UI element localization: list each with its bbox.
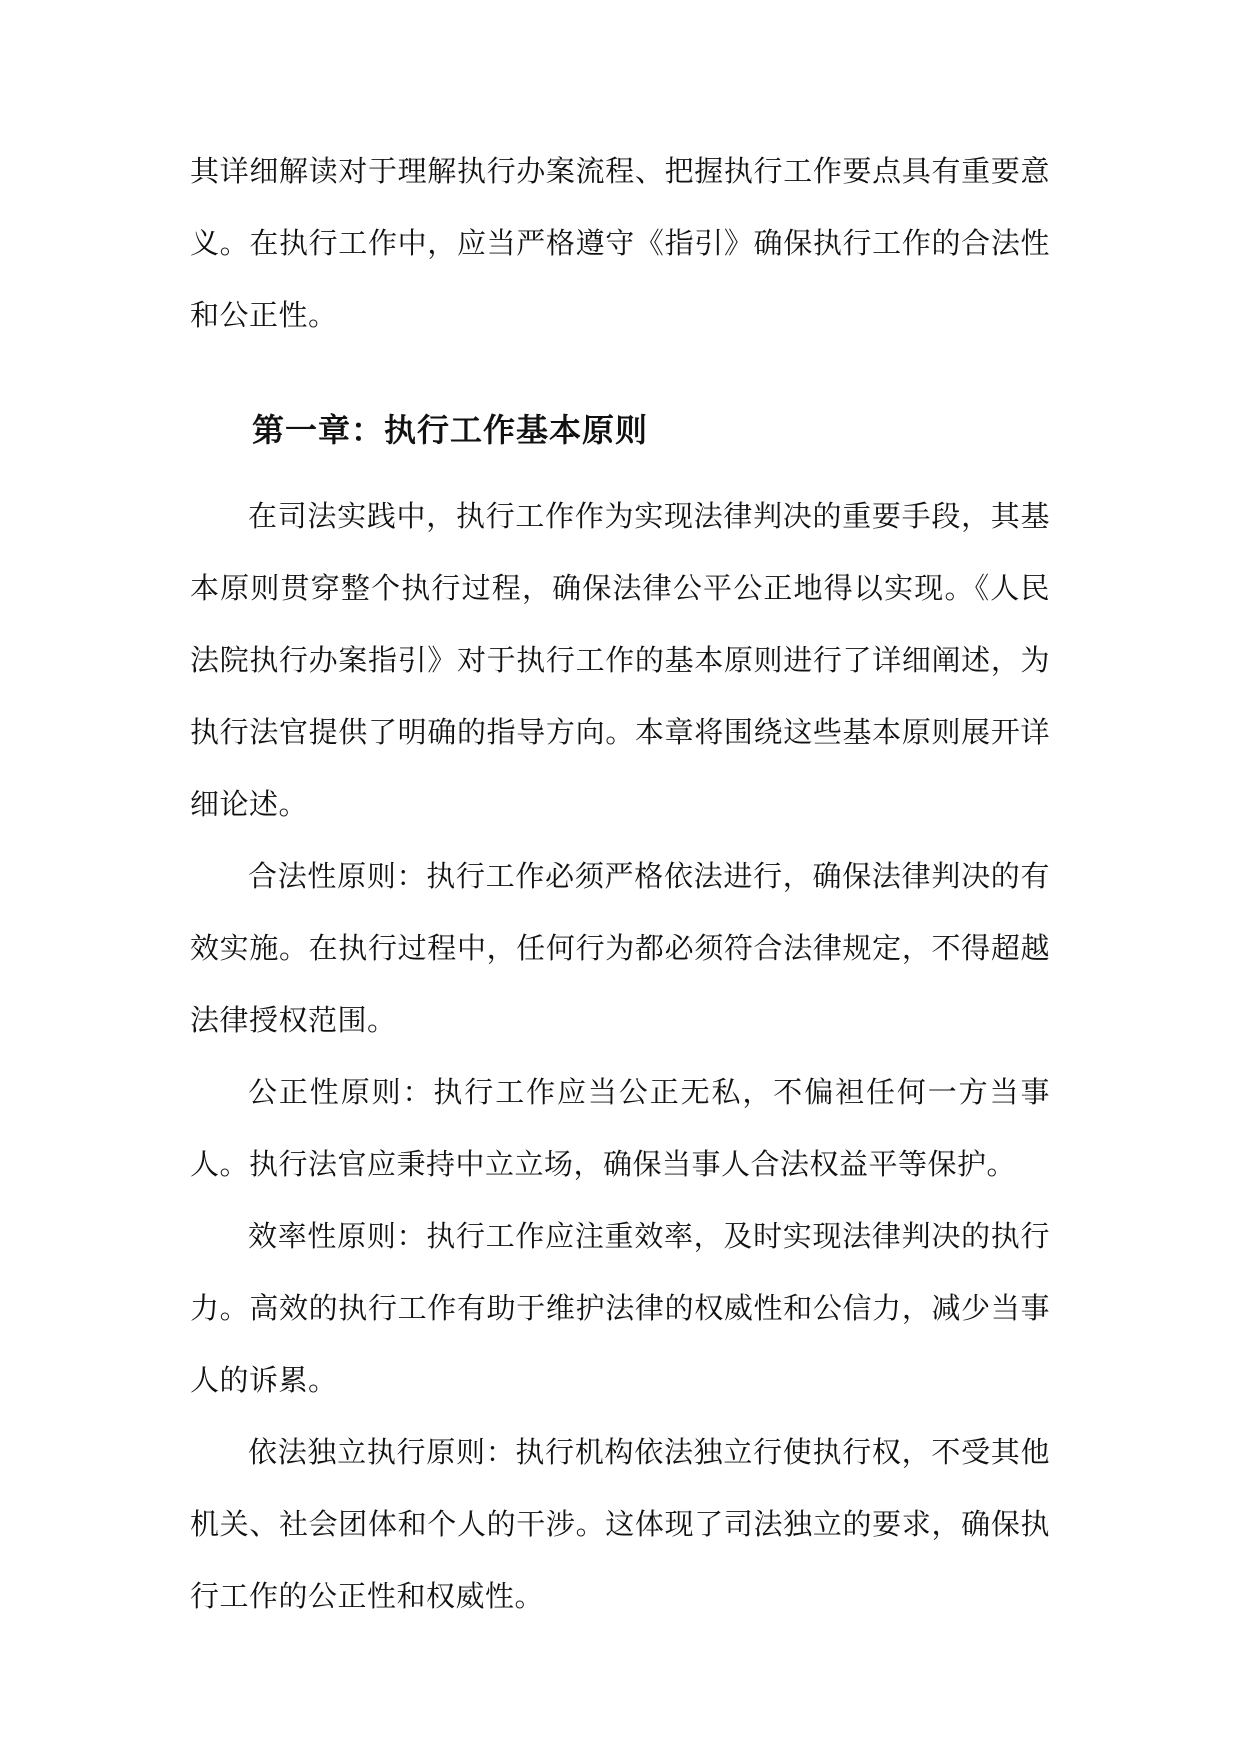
- chapter-paragraph-intro: 在司法实践中，执行工作作为实现法律判决的重要手段，其基本原则贯穿整个执行过程，确保法律公平公正地得以实现。《人民法院执行办案指引》对于执行工作的基本原则进行了详细阐述，为执行法官提供了明确的指导方向。本章将围绕这些基本原则展开详细论述。: [190, 499, 1050, 821]
- intro-paragraph: 其详细解读对于理解执行办案流程、把握执行工作要点具有重要意义。在执行工作中，应当严格遵守《指引》确保执行工作的合法性和公正性。: [190, 154, 1050, 332]
- principle-legality-paragraph: 合法性原则：执行工作必须严格依法进行，确保法律判决的有效实施。在执行过程中，任何行为都必须符合法律规定，不得超越法律授权范围。: [190, 859, 1050, 1037]
- principle-fairness-paragraph: 公正性原则：执行工作应当公正无私，不偏袒任何一方当事人。执行法官应秉持中立立场，确保当事人合法权益平等保护。: [190, 1075, 1050, 1181]
- principle-independence-paragraph: 依法独立执行原则：执行机构依法独立行使执行权，不受其他机关、社会团体和个人的干涉。这体现了司法独立的要求，确保执行工作的公正性和权威性。: [190, 1435, 1050, 1613]
- principle-efficiency-paragraph: 效率性原则：执行工作应注重效率，及时实现法律判决的执行力。高效的执行工作有助于维护法律的权威性和公信力，减少当事人的诉累。: [190, 1219, 1050, 1397]
- chapter-heading: 第一章：执行工作基本原则: [252, 411, 649, 449]
- chapter-body: [190, 480, 1050, 1632]
- intro-continuation: [190, 135, 1050, 351]
